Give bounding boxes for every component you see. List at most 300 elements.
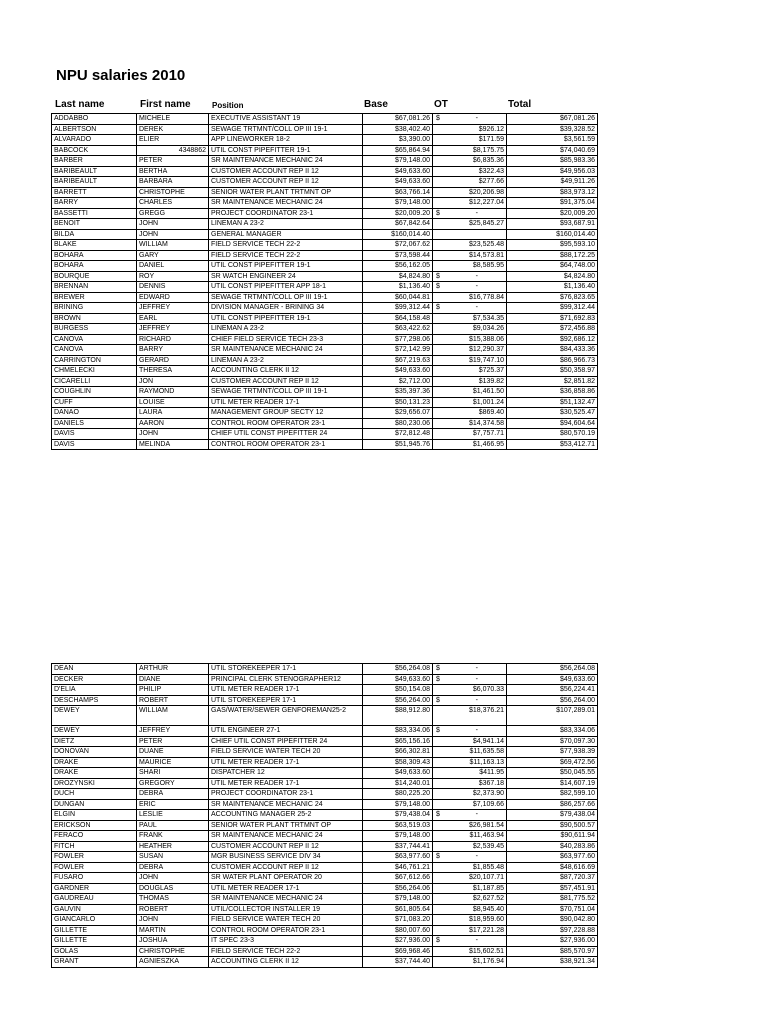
ot-value: - — [475, 675, 478, 683]
cell-total: $3,561.59 — [507, 135, 598, 146]
ot-value: - — [475, 937, 478, 944]
cell-last-name: DEWEY — [52, 706, 137, 726]
cell-ot — [433, 820, 507, 831]
cell-base: $65,864.94 — [363, 145, 433, 156]
ot-value: $7,757.71 — [472, 430, 504, 437]
cell-first-name: ROBERT — [137, 904, 209, 915]
cell-ot — [433, 883, 507, 894]
cell-total: $97,228.88 — [507, 925, 598, 936]
cell-first-name: THOMAS — [137, 894, 209, 905]
ot-value: - — [475, 283, 478, 290]
cell-base: $27,936.00 — [363, 936, 433, 947]
cell-first-name: BARRY — [137, 345, 209, 356]
cell-last-name: DROZYNSKI — [52, 778, 137, 789]
ot-value: $1,461.50 — [472, 388, 504, 395]
cell-first-name: GARY — [137, 250, 209, 261]
cell-position: LINEMAN A 23-2 — [209, 219, 363, 230]
ot-value: $926.12 — [478, 125, 504, 133]
cell-position: CHIEF UTIL CONST PIPEFITTER 24 — [209, 429, 363, 440]
cell-ot — [433, 957, 507, 968]
cell-base: $67,842.64 — [363, 219, 433, 230]
cell-last-name: ERICKSON — [52, 820, 137, 831]
cell-base: $49,633.60 — [363, 674, 433, 685]
cell-first-name: BERTHA — [137, 166, 209, 177]
cell-total: $80,570.19 — [507, 429, 598, 440]
table-row — [52, 397, 598, 408]
cell-base: $160,014.40 — [363, 229, 433, 240]
table-row — [52, 915, 598, 926]
ot-value: $18,959.60 — [468, 916, 504, 923]
table-row — [52, 810, 598, 821]
cell-last-name: BENOIT — [52, 219, 137, 230]
ot-value: $6,835.36 — [472, 157, 504, 164]
cell-ot — [433, 408, 507, 419]
ot-value: $26,981.54 — [468, 821, 504, 829]
table-row — [52, 726, 598, 737]
cell-ot — [433, 177, 507, 188]
cell-first-name: DEBRA — [137, 862, 209, 873]
cell-first-name: AGNIESZKA — [137, 957, 209, 968]
cell-base: $79,148.00 — [363, 831, 433, 842]
table-row — [52, 799, 598, 810]
cell-position: PROJECT COORDINATOR 23-1 — [209, 208, 363, 219]
ot-value: $25,845.27 — [468, 220, 504, 227]
cell-base: $88,912.80 — [363, 706, 433, 726]
cell-first-name: GERARD — [137, 355, 209, 366]
ot-currency: $ — [436, 811, 440, 818]
cell-last-name: FUSARO — [52, 873, 137, 884]
ot-value: - — [475, 209, 478, 217]
cell-last-name: GILLETTE — [52, 936, 137, 947]
cell-ot — [433, 345, 507, 356]
ot-currency — [435, 947, 436, 957]
cell-ot — [433, 208, 507, 219]
table-row — [52, 439, 598, 450]
cell-first-name: WILLIAM — [137, 706, 209, 726]
ot-currency — [435, 240, 436, 250]
cell-ot — [433, 685, 507, 696]
cell-ot — [433, 894, 507, 905]
cell-total: $36,858.86 — [507, 387, 598, 398]
cell-first-name: JOHN — [137, 873, 209, 884]
ot-value: $367.18 — [478, 779, 504, 787]
ot-value: $19,747.10 — [468, 356, 504, 364]
ot-value: $20,107.71 — [468, 874, 504, 881]
ot-currency — [435, 800, 436, 810]
cell-base: $80,225.20 — [363, 789, 433, 800]
cell-total: $50,358.97 — [507, 366, 598, 377]
ot-currency — [435, 419, 436, 429]
cell-first-name: FRANK — [137, 831, 209, 842]
table-row — [52, 145, 598, 156]
cell-first-name: MELINDA — [137, 439, 209, 450]
cell-first-name: JOHN — [137, 915, 209, 926]
ot-value: $11,635.58 — [469, 748, 504, 755]
cell-total: $4,824.80 — [507, 271, 598, 282]
cell-last-name: FOWLER — [52, 862, 137, 873]
ot-currency — [435, 884, 436, 894]
cell-last-name: DANAO — [52, 408, 137, 419]
ot-value: - — [475, 853, 478, 860]
cell-ot — [433, 925, 507, 936]
cell-last-name: BOURQUE — [52, 271, 137, 282]
ot-value: $277.66 — [478, 178, 504, 185]
ot-value: $15,602.51 — [468, 947, 504, 955]
cell-ot — [433, 831, 507, 842]
cell-base: $65,156.16 — [363, 736, 433, 747]
ot-currency: $ — [436, 675, 440, 683]
ot-currency: $ — [436, 937, 440, 944]
cell-ot — [433, 936, 507, 947]
cell-position: SR WATER PLANT OPERATOR 20 — [209, 873, 363, 884]
ot-currency — [435, 863, 436, 873]
ot-value: $1,187.85 — [472, 884, 504, 892]
cell-base: $56,264.06 — [363, 883, 433, 894]
cell-position: UTIL METER READER 17-1 — [209, 883, 363, 894]
cell-ot — [433, 768, 507, 779]
table-row — [52, 240, 598, 251]
cell-last-name: CANOVA — [52, 345, 137, 356]
cell-first-name: THERESA — [137, 366, 209, 377]
ot-currency — [435, 758, 436, 768]
cell-total: $86,966.73 — [507, 355, 598, 366]
cell-total: $48,616.69 — [507, 862, 598, 873]
cell-total: $49,633.60 — [507, 674, 598, 685]
ot-value: $12,227.04 — [468, 199, 504, 206]
cell-last-name: D'ELIA — [52, 685, 137, 696]
ot-value: $11,463.94 — [469, 832, 504, 839]
cell-ot — [433, 324, 507, 335]
cell-last-name: DAVIS — [52, 429, 137, 440]
cell-last-name: BARRETT — [52, 187, 137, 198]
cell-position: UTIL CONST PIPEFITTER 19-1 — [209, 145, 363, 156]
ot-currency — [435, 706, 436, 716]
cell-position: FIELD SERVICE WATER TECH 20 — [209, 747, 363, 758]
ot-currency — [435, 251, 436, 261]
cell-first-name: ELIER — [137, 135, 209, 146]
cell-position: GAS/WATER/SEWER GENFOREMAN25-2 — [209, 706, 363, 726]
table-row — [52, 946, 598, 957]
table-row — [52, 778, 598, 789]
col-header-last-name: Last name — [55, 99, 105, 110]
cell-position: CONTROL ROOM OPERATOR 23-1 — [209, 439, 363, 450]
ot-currency — [435, 198, 436, 208]
cell-first-name: JOHN — [137, 229, 209, 240]
table-row — [52, 366, 598, 377]
cell-last-name: BLAKE — [52, 240, 137, 251]
cell-total: $85,983.36 — [507, 156, 598, 167]
cell-base: $46,761.21 — [363, 862, 433, 873]
cell-last-name: CHMELECKI — [52, 366, 137, 377]
cell-ot — [433, 778, 507, 789]
table-row — [52, 685, 598, 696]
cell-position: SR MAINTENANCE MECHANIC 24 — [209, 894, 363, 905]
ot-currency — [435, 146, 436, 156]
cell-first-name: CHRISTOPHE — [137, 946, 209, 957]
cell-first-name: PAUL — [137, 820, 209, 831]
table-row — [52, 936, 598, 947]
cell-last-name: BASSETTI — [52, 208, 137, 219]
ot-currency — [435, 219, 436, 229]
ot-currency — [435, 440, 436, 450]
table-row — [52, 852, 598, 863]
cell-position: LINEMAN A 23-2 — [209, 355, 363, 366]
cell-base: $63,977.60 — [363, 852, 433, 863]
ot-currency — [435, 768, 436, 778]
ot-value: $23,525.48 — [468, 241, 504, 248]
cell-base: $20,009.20 — [363, 208, 433, 219]
cell-last-name: DEAN — [52, 664, 137, 675]
ot-value: $14,374.58 — [468, 419, 504, 427]
cell-total: $79,438.04 — [507, 810, 598, 821]
cell-total: $107,289.01 — [507, 706, 598, 726]
cell-position: SR MAINTENANCE MECHANIC 24 — [209, 799, 363, 810]
cell-total: $160,014.40 — [507, 229, 598, 240]
cell-total: $83,973.12 — [507, 187, 598, 198]
cell-last-name: GOLAS — [52, 946, 137, 957]
ot-currency — [435, 366, 436, 376]
cell-total: $83,334.06 — [507, 726, 598, 737]
table-row — [52, 124, 598, 135]
cell-position: UTIL CONST PIPEFITTER 19-1 — [209, 313, 363, 324]
table-row — [52, 313, 598, 324]
ot-currency — [435, 821, 436, 831]
table-row — [52, 408, 598, 419]
table-row — [52, 925, 598, 936]
ot-currency — [435, 915, 436, 925]
ot-value: $8,945.40 — [472, 905, 504, 913]
ot-currency: $ — [436, 304, 440, 311]
cell-base: $38,402.40 — [363, 124, 433, 135]
ot-currency — [435, 314, 436, 324]
table-row — [52, 156, 598, 167]
ot-currency — [435, 261, 436, 271]
cell-total: $84,433.36 — [507, 345, 598, 356]
cell-base: $69,968.46 — [363, 946, 433, 957]
ot-currency: $ — [436, 853, 440, 860]
ot-currency: $ — [436, 115, 440, 122]
cell-total: $70,097.30 — [507, 736, 598, 747]
table-row — [52, 250, 598, 261]
cell-first-name: ARTHUR — [137, 664, 209, 675]
cell-ot — [433, 292, 507, 303]
cell-total: $1,136.40 — [507, 282, 598, 293]
cell-ot — [433, 873, 507, 884]
cell-first-name: JON — [137, 376, 209, 387]
cell-ot — [433, 376, 507, 387]
table-row — [52, 831, 598, 842]
cell-total: $88,172.25 — [507, 250, 598, 261]
table-row — [52, 334, 598, 345]
cell-position: UTIL METER READER 17-1 — [209, 685, 363, 696]
col-header-first-name: First name — [140, 99, 191, 110]
cell-total: $20,009.20 — [507, 208, 598, 219]
cell-total: $90,611.94 — [507, 831, 598, 842]
table-row — [52, 706, 598, 726]
cell-first-name: AARON — [137, 418, 209, 429]
ot-currency — [435, 905, 436, 915]
cell-last-name: BARIBEAULT — [52, 166, 137, 177]
cell-position: CUSTOMER ACCOUNT REP II 12 — [209, 376, 363, 387]
cell-ot — [433, 366, 507, 377]
cell-position: CUSTOMER ACCOUNT REP II 12 — [209, 166, 363, 177]
cell-base: $83,334.06 — [363, 726, 433, 737]
cell-first-name: DIANE — [137, 674, 209, 685]
cell-total: $85,570.97 — [507, 946, 598, 957]
ot-currency: $ — [436, 696, 440, 704]
table-row — [52, 862, 598, 873]
cell-base: $71,083.20 — [363, 915, 433, 926]
cell-last-name: GARDNER — [52, 883, 137, 894]
cell-base: $67,219.63 — [363, 355, 433, 366]
cell-total: $93,687.91 — [507, 219, 598, 230]
cell-first-name: MICHELE — [137, 114, 209, 125]
cell-last-name: BREWER — [52, 292, 137, 303]
cell-base: $72,812.48 — [363, 429, 433, 440]
cell-base: $37,744.41 — [363, 841, 433, 852]
cell-ot — [433, 706, 507, 726]
cell-ot — [433, 313, 507, 324]
cell-ot — [433, 219, 507, 230]
cell-ot — [433, 145, 507, 156]
cell-first-name: EARL — [137, 313, 209, 324]
cell-position: SEWAGE TRTMNT/COLL OP III 19-1 — [209, 387, 363, 398]
cell-position: ACCOUNTING MANAGER 25-2 — [209, 810, 363, 821]
ot-value: - — [475, 727, 478, 734]
ot-currency — [435, 335, 436, 345]
cell-total: $99,312.44 — [507, 303, 598, 314]
cell-last-name: ELGIN — [52, 810, 137, 821]
cell-first-name: JOSHUA — [137, 936, 209, 947]
cell-position: UTIL CONST PIPEFITTER 19-1 — [209, 261, 363, 272]
cell-base: $2,712.00 — [363, 376, 433, 387]
cell-total: $56,264.08 — [507, 664, 598, 675]
table-row — [52, 198, 598, 209]
ot-currency — [435, 177, 436, 187]
cell-position: FIELD SERVICE TECH 22-2 — [209, 240, 363, 251]
cell-ot — [433, 841, 507, 852]
cell-position: MGR BUSINESS SERVICE DIV 34 — [209, 852, 363, 863]
ot-currency — [435, 842, 436, 852]
cell-base: $35,397.36 — [363, 387, 433, 398]
cell-total: $90,500.57 — [507, 820, 598, 831]
cell-base: $56,264.00 — [363, 695, 433, 706]
ot-value: $171.59 — [478, 136, 504, 143]
ot-value: $11,163.13 — [469, 758, 504, 766]
cell-total: $70,751.04 — [507, 904, 598, 915]
cell-position: SENIOR WATER PLANT TRTMNT OP — [209, 187, 363, 198]
cell-ot — [433, 187, 507, 198]
cell-first-name: DEREK — [137, 124, 209, 135]
cell-total: $71,692.83 — [507, 313, 598, 324]
cell-last-name: BARIBEAULT — [52, 177, 137, 188]
cell-first-name: DOUGLAS — [137, 883, 209, 894]
cell-total: $69,472.56 — [507, 757, 598, 768]
ot-value: $4,941.14 — [472, 737, 504, 745]
ot-value: - — [475, 696, 478, 704]
ot-currency — [435, 188, 436, 198]
ot-currency — [435, 779, 436, 789]
cell-first-name: LOUISE — [137, 397, 209, 408]
cell-total: $94,604.64 — [507, 418, 598, 429]
cell-base: $79,148.00 — [363, 894, 433, 905]
cell-ot — [433, 166, 507, 177]
table-row — [52, 229, 598, 240]
cell-base: $49,633.60 — [363, 768, 433, 779]
cell-position: CONTROL ROOM OPERATOR 23-1 — [209, 925, 363, 936]
cell-first-name: 4348862 — [137, 145, 209, 156]
cell-ot — [433, 156, 507, 167]
cell-last-name: CUFF — [52, 397, 137, 408]
ot-value: - — [475, 115, 478, 122]
cell-first-name: ROBERT — [137, 695, 209, 706]
cell-base: $50,131.23 — [363, 397, 433, 408]
cell-base: $63,519.03 — [363, 820, 433, 831]
cell-first-name: JOHN — [137, 219, 209, 230]
cell-base: $4,824.80 — [363, 271, 433, 282]
ot-value: $2,373.90 — [472, 790, 504, 797]
cell-first-name: HEATHER — [137, 841, 209, 852]
ot-currency — [435, 429, 436, 439]
table-row — [52, 135, 598, 146]
cell-last-name: FERACO — [52, 831, 137, 842]
cell-ot — [433, 736, 507, 747]
cell-position: SEWAGE TRTMNT/COLL OP III 19-1 — [209, 292, 363, 303]
cell-first-name: ROY — [137, 271, 209, 282]
cell-last-name: BROWN — [52, 313, 137, 324]
cell-base: $37,744.40 — [363, 957, 433, 968]
table-row — [52, 387, 598, 398]
cell-position: CUSTOMER ACCOUNT REP II 12 — [209, 177, 363, 188]
ot-currency — [435, 685, 436, 695]
cell-total: $77,938.39 — [507, 747, 598, 758]
cell-total: $50,045.55 — [507, 768, 598, 779]
cell-first-name: ERIC — [137, 799, 209, 810]
cell-total: $95,593.10 — [507, 240, 598, 251]
cell-ot — [433, 387, 507, 398]
cell-base: $49,633.60 — [363, 366, 433, 377]
cell-ot — [433, 240, 507, 251]
cell-ot — [433, 862, 507, 873]
ot-currency: $ — [436, 209, 440, 217]
ot-value: $869.40 — [478, 409, 504, 416]
cell-position: PROJECT COORDINATOR 23-1 — [209, 789, 363, 800]
cell-position: FIELD SERVICE TECH 22-2 — [209, 946, 363, 957]
cell-first-name: PETER — [137, 736, 209, 747]
cell-base: $79,148.00 — [363, 198, 433, 209]
cell-last-name: COUGHLIN — [52, 387, 137, 398]
ot-value: $8,175.75 — [472, 146, 504, 154]
cell-base: $60,044.81 — [363, 292, 433, 303]
cell-base: $79,148.00 — [363, 799, 433, 810]
cell-position: UTIL STOREKEEPER 17-1 — [209, 695, 363, 706]
ot-value: - — [475, 811, 478, 818]
cell-position: DIVISION MANAGER - BRINING 34 — [209, 303, 363, 314]
table-row — [52, 166, 598, 177]
cell-ot — [433, 852, 507, 863]
cell-last-name: DEWEY — [52, 726, 137, 737]
cell-last-name: BOHARA — [52, 261, 137, 272]
cell-base: $3,390.00 — [363, 135, 433, 146]
ot-currency — [435, 831, 436, 841]
cell-first-name: DUANE — [137, 747, 209, 758]
cell-first-name: SHARI — [137, 768, 209, 779]
table-row — [52, 345, 598, 356]
cell-base: $1,136.40 — [363, 282, 433, 293]
cell-position: SR MAINTENANCE MECHANIC 24 — [209, 156, 363, 167]
cell-ot — [433, 757, 507, 768]
cell-ot — [433, 135, 507, 146]
